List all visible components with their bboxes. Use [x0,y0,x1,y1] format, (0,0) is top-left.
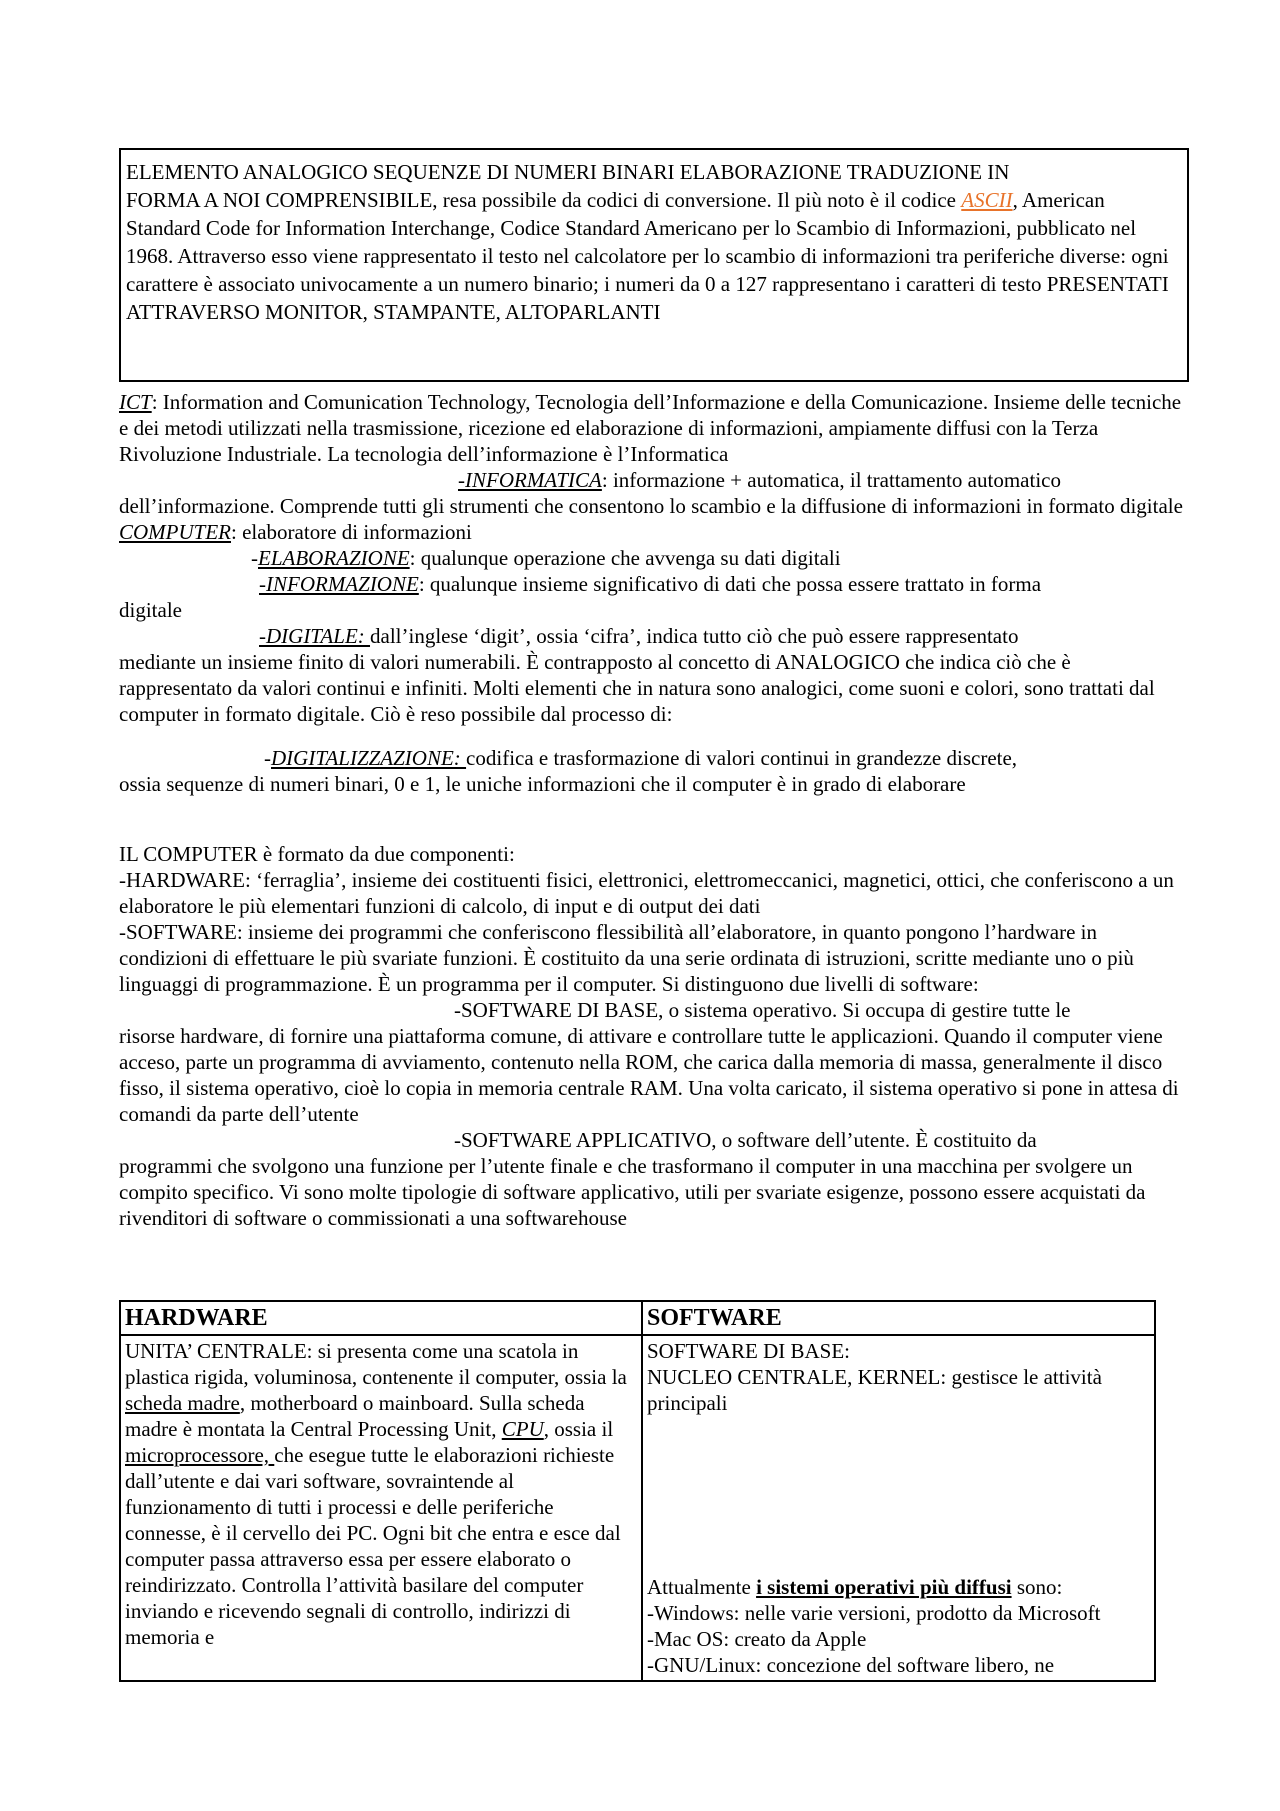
software-base-rest: risorse hardware, di fornire una piattaforma comune, di attivare e controllare tutte le applicazioni. Quando il computer viene acceso, parte un programma di avviamento, contenuto nella ROM, che carica dalla memoria di massa, generalmente il disco fisso, il sistema operativo, cioè lo copia in memoria centrale RAM. Una volta caricato, il sistema operativo si pone in attesa di comandi da parte dell’utente [119,1024,1179,1126]
hardware-header: HARDWARE [120,1301,642,1335]
components-intro: IL COMPUTER è formato da due componenti: [119,842,515,866]
digitale-cont: mediante un insieme finito di valori numerabili. È contrapposto al concetto di ANALOGICO che indica ciò che è rappresentato da valori continui e infiniti. Molti elementi che in natura sono analogici, come suoni e colori, sono trattati dal computer in formato digitale. Ciò è reso possibile dal processo di: [119,650,1155,726]
software-paragraph: -SOFTWARE: insieme dei programmi che conferiscono flessibilità all’elaboratore, in quanto pongono l’hardware in condizioni di effettuare le più svariate funzioni. È costituito da una serie ordinata di istruzioni, scritte mediante uno o più linguaggi di programmazione. È un programma per il computer. Si distinguono due livelli di software: [119,920,1134,996]
os-windows: -Windows: nelle varie versioni, prodotto da Microsoft [647,1601,1101,1625]
os-macos: -Mac OS: creato da Apple [647,1627,867,1651]
box-rest: American Standard Code for Information Interchange, Codice Standard Americano per lo Scambio di Informazioni, pubblicato nel 1968. Attraverso esso viene rappresentato il testo nel calcolatore per lo scambio di informazioni tra periferiche diverse: ogni carattere è associato univocamente a un numero binario; i numeri da 0 a 127 rappresentano i caratteri di testo PRESENTATI ATTRAVERSO MONITOR, STAMPANTE, ALTOPARLANTI [126,188,1169,324]
cpu-term: CPU [501,1417,544,1441]
microprocessore-term: microprocessore, [125,1443,275,1467]
informazione-cont: digitale [119,598,182,622]
software-app-rest: programmi che svolgono una funzione per l’utente finale e che trasformano il computer in una macchina per svolgere un compito specifico. Vi sono molte tipologie di software applicativo, utili per svariate esigenze, possono essere acquistati da rivenditori di software o commissionati a una softwarehouse [119,1154,1146,1230]
ict-paragraph: ICT: Information and Comunication Technology, Tecnologia dell’Informazione e della Comunicazione. Insieme delle tecniche e dei metodi utilizzati nella trasmissione, ricezione ed elaborazione di informazioni, ampiamente diffusi con la Terza Rivoluzione Industriale. La tecnologia dell’informazione è l’Informatica [119,390,1182,466]
box-line2: FORMA A NOI COMPRENSIBILE, resa possibile da codici di conversione. Il più noto è il codice [126,188,962,212]
os-linux: -GNU/Linux: concezione del software libero, ne [647,1653,1055,1677]
hardware-paragraph: -HARDWARE: ‘ferraglia’, insieme dei costituenti fisici, elettronici, elettromeccanici, magnetici, ottici, che conferiscono a un elaboratore le più elementari funzioni di calcolo, di input e di output dei dati [119,868,1174,918]
informazione-line: -INFORMAZIONE: qualunque insieme significativo di dati che possa essere trattato in forma [259,572,1042,596]
box-line1: ELEMENTO ANALOGICO SEQUENZE DI NUMERI BINARI ELABORAZIONE TRADUZIONE IN [126,160,1010,184]
digitalizzazione-cont: ossia sequenze di numeri binari, 0 e 1, le uniche informazioni che il computer è in grado di elaborare [119,772,966,796]
digitale-line: -DIGITALE: dall’inglese ‘digit’, ossia ‘cifra’, indica tutto ciò che può essere rappresentato [259,624,1019,648]
elaborazione-line: -ELABORAZIONE: qualunque operazione che avvenga su dati digitali [251,546,841,570]
main-text [119,389,1189,1231]
os-diffusi-term: i sistemi operativi più diffusi [756,1575,1012,1599]
kernel-text: NUCLEO CENTRALE, KERNEL: gestisce le attività principali [647,1365,1102,1415]
os-intro: Attualmente i sistemi operativi più diffusi sono: [647,1575,1063,1599]
software-app-first: -SOFTWARE APPLICATIVO, o software dell’utente. È costituito da [454,1128,1037,1152]
digitalizzazione-line: -DIGITALIZZAZIONE: codifica e trasformazione di valori continui in grandezze discrete, [264,746,1018,770]
scheda-madre-term: scheda madre [125,1391,240,1415]
digitalizzazione-term: DIGITALIZZAZIONE: [271,746,467,770]
informatica-line: -INFORMATICA: informazione + automatica, il trattamento automatico [458,468,1061,492]
software-base-label: SOFTWARE DI BASE: [647,1339,851,1363]
informazione-term: -INFORMAZIONE [259,572,419,596]
hw-sw-table [119,1300,1156,1682]
informatica-term: -INFORMATICA [458,468,602,492]
software-base-first: -SOFTWARE DI BASE, o sistema operativo. Si occupa di gestire tutte le [454,998,1071,1022]
summary-box: ELEMENTO ANALOGICO SEQUENZE DI NUMERI BINARI ELABORAZIONE TRADUZIONE IN FORMA A NOI COMPRENSIBILE, resa possibile da codici di conversione. Il più noto è il codice ASCII, American Standard Code for Information Interchange, Codice Standard Americano per lo Scambio di Informazioni, pubblicato nel 1968. Attraverso esso viene rappresentato il testo nel calcolatore per lo scambio di informazioni tra periferiche diverse: ogni carattere è associato univocamente a un numero binario; i numeri da 0 a 127 rappresentano i caratteri di testo PRESENTATI ATTRAVERSO MONITOR, STAMPANTE, ALTOPARLANTI [119,148,1189,382]
ict-term: ICT [119,390,152,414]
software-header: SOFTWARE [642,1301,1155,1335]
ascii-link[interactable]: ASCII [961,188,1013,212]
informatica-cont: dell’informazione. Comprende tutti gli strumenti che consentono lo scambio e la diffusione di informazioni in formato digitale [119,494,1183,518]
digitale-term: -DIGITALE: [259,624,371,648]
elaborazione-term: ELABORAZIONE [258,546,410,570]
hardware-cell: UNITA’ CENTRALE: si presenta come una scatola in plastica rigida, voluminosa, contenente il computer, ossia la scheda madre, motherboard o mainboard. Sulla scheda madre è montata la Central Processing Unit, CPU, ossia il microprocessore, che esegue tutte le elaborazioni richieste dall’utente e dai vari software, sovraintende al funzionamento di tutti i processi e delle periferiche connesse, è il cervello dei PC. Ogni bit che entra e esce dal computer passa attraverso essa per essere elaborato o reindirizzato. Controlla l’attività basilare del computer inviando e ricevendo segnali di controllo, indirizzi di memoria e [120,1335,642,1681]
computer-line: COMPUTER: elaboratore di informazioni [119,520,472,544]
computer-term: COMPUTER [119,520,231,544]
software-cell [642,1335,1155,1681]
